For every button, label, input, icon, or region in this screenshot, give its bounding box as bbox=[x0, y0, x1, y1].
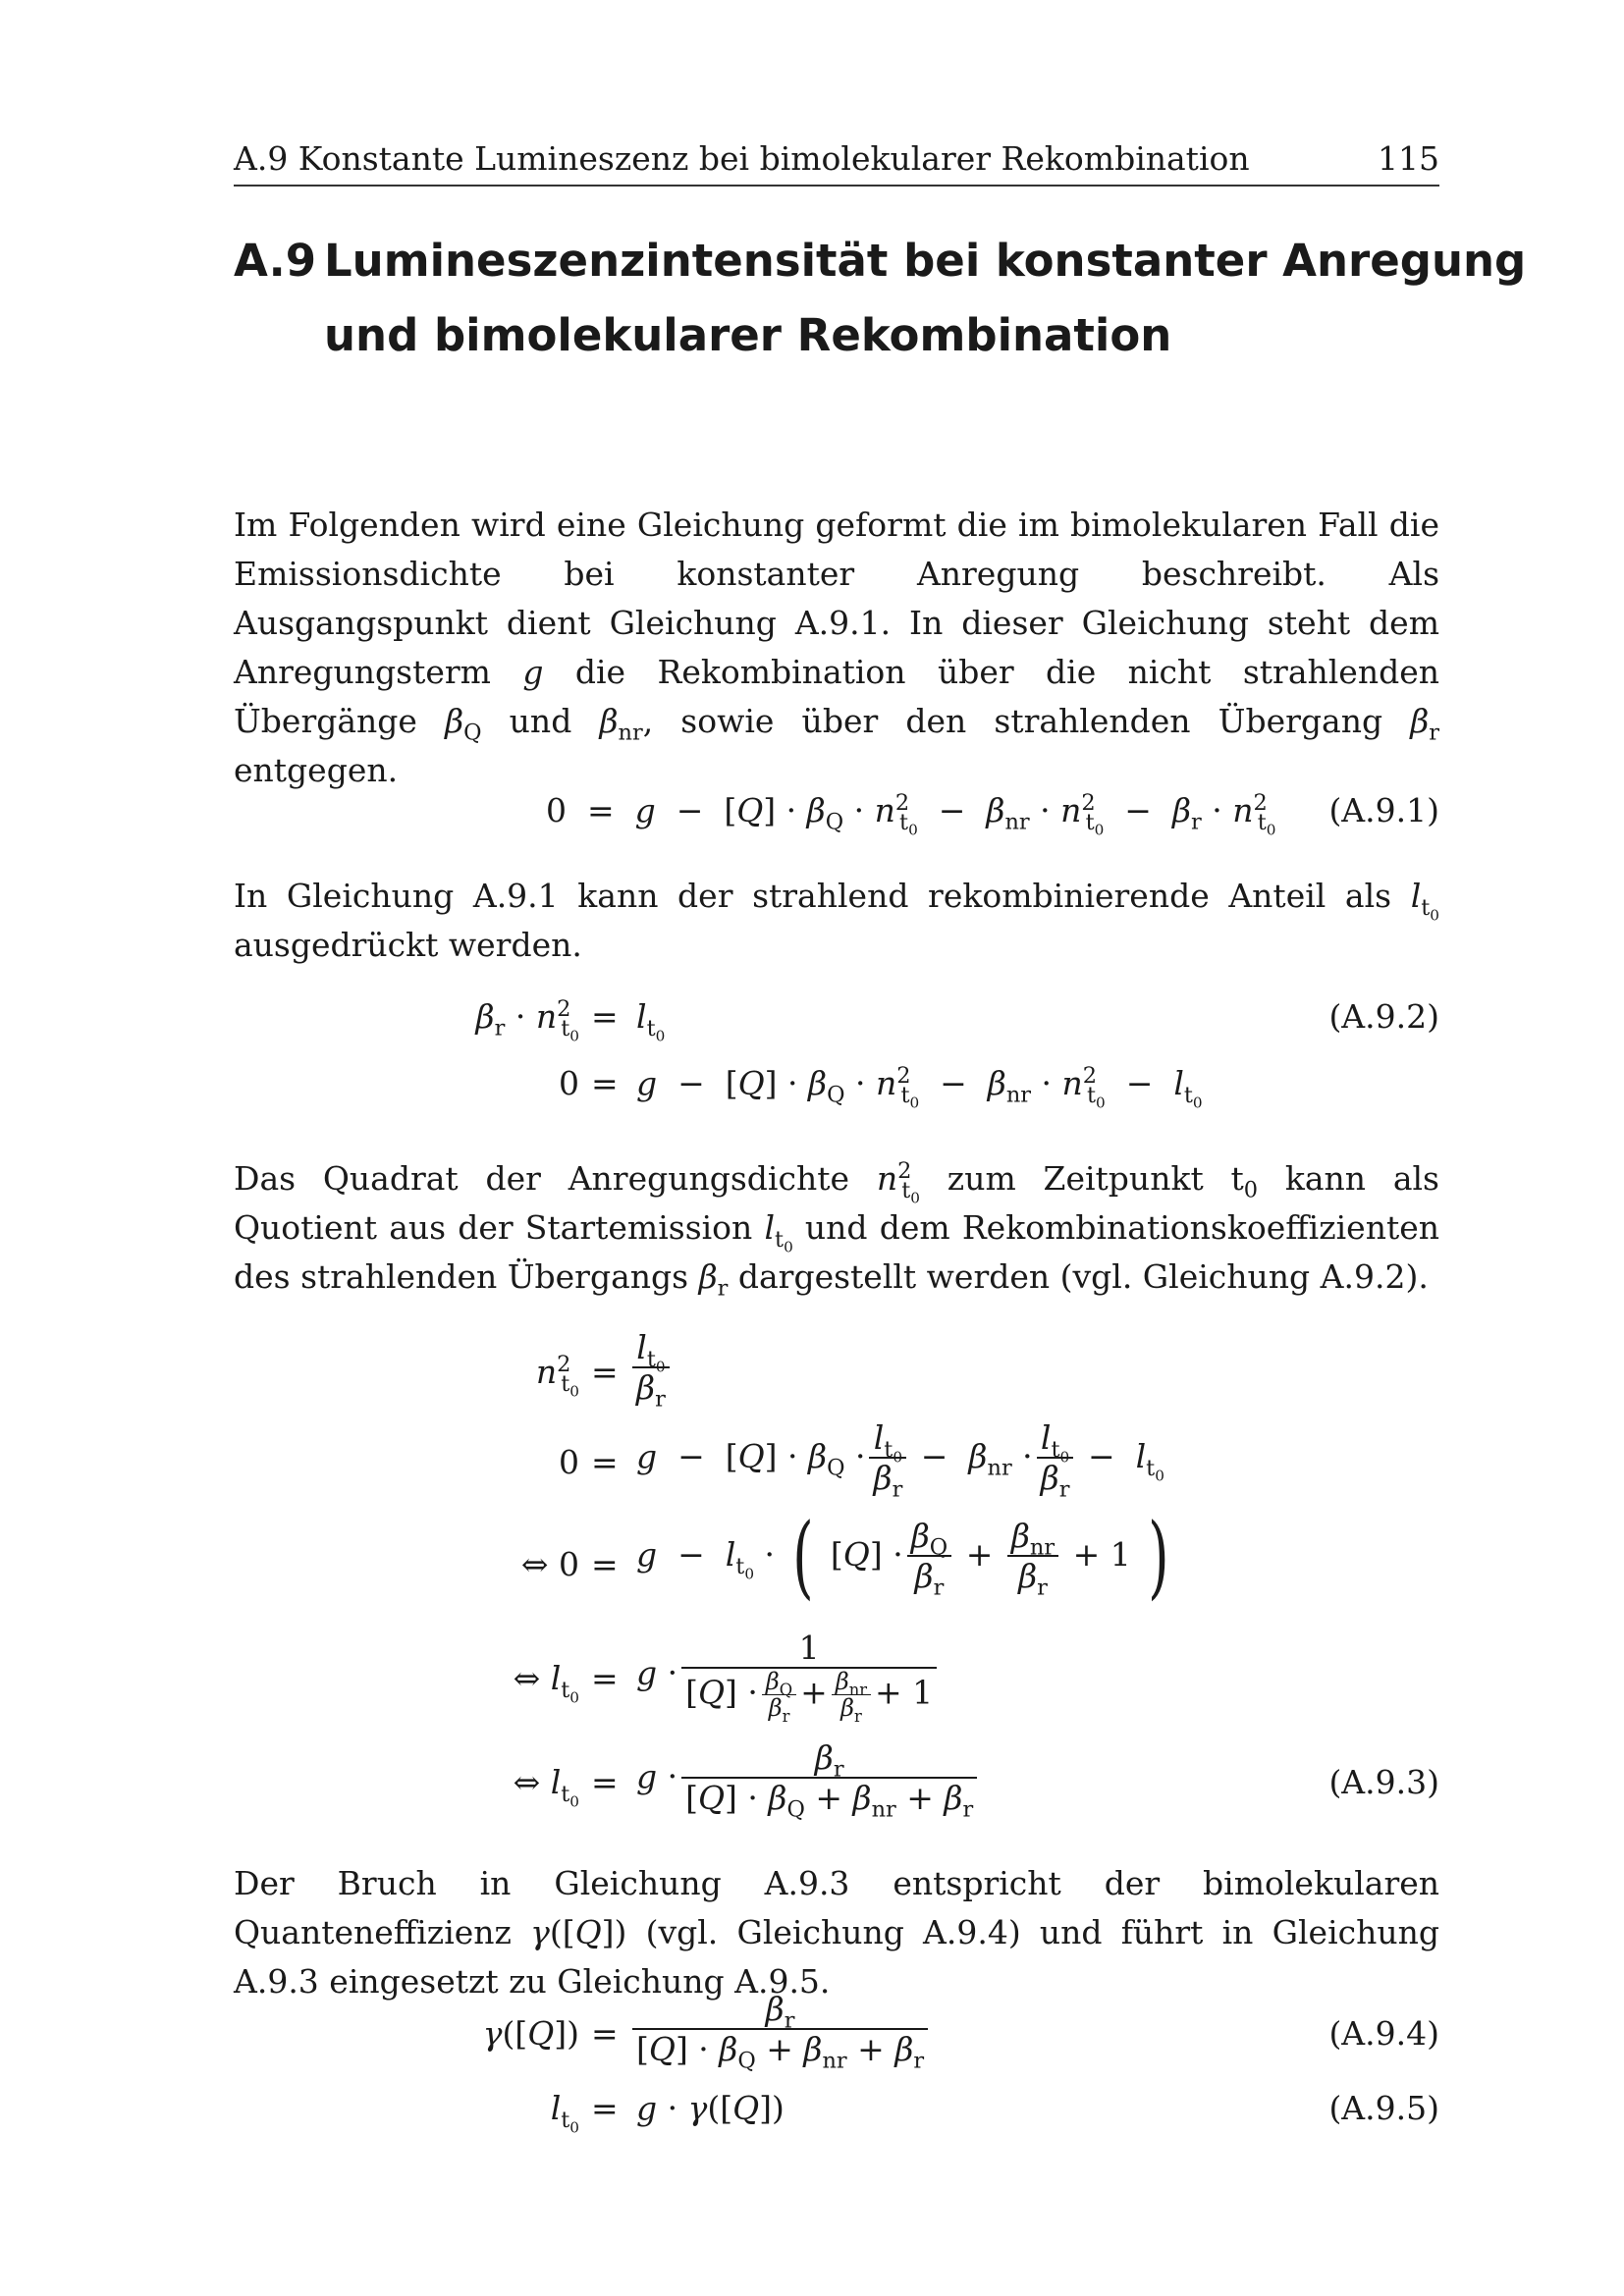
equation-a92-rhs1: $l_{t_0}$ bbox=[636, 997, 666, 1045]
equation-a93-rel2: = bbox=[591, 1443, 619, 1481]
equation-number-a93: (A.9.3) bbox=[1328, 1763, 1439, 1801]
running-title: A.9 Konstante Lumineszenz bei bimolekularer Rekombination bbox=[234, 139, 1250, 178]
page-number: 115 bbox=[1378, 139, 1439, 178]
equation-a94-rel: = bbox=[591, 2014, 619, 2053]
paragraph-intro: Im Folgenden wird eine Gleichung geformt die im bimolekularen Fall die Emissionsdichte bei konstanter Anregung beschreibt. Als Ausgangspunkt dient Gleichung A.9.1. In dieser Gleichung steht dem Anregungsterm g die Rekombination über die nicht strahlenden Übergänge $\beta_Q$ und $\beta_{nr}$, sowie über den strahlenden Übergang $\beta_r$ entgegen. bbox=[234, 506, 1439, 789]
equation-a93-rhs1: $\frac{l_{t_0}}{\beta_r}$ bbox=[628, 1329, 674, 1408]
running-header bbox=[234, 133, 1439, 187]
equation-number-a95: (A.9.5) bbox=[1328, 2089, 1439, 2127]
paragraph-4: Der Bruch in Gleichung A.9.3 entspricht der bimolekularen Quanteneffizienz γ([Q]) (vgl. Gleichung A.9.4) und führt in Gleichung A.9.3 eingesetzt zu Gleichung A.9.5. bbox=[234, 1864, 1439, 2001]
equation-a93-rhs4: g · 1 [Q] · $\frac{\beta_Q}{\beta_r}$ + $\frac{\beta_{nr}}{\beta_r}$ + 1 bbox=[636, 1629, 941, 1721]
equation-a92-rel1: = bbox=[591, 997, 619, 1036]
equation-a93-rhs3: $g - l_{t_0}$ · ( [Q] · $\frac{\beta_Q}{\beta_r}$ + $\frac{\beta_{nr}}{\beta_r}$ + 1 ) bbox=[636, 1504, 1169, 1609]
equation-a93-rel1: = bbox=[591, 1353, 619, 1391]
equation-a93-rel5: = bbox=[591, 1763, 619, 1801]
paragraph-2: In Gleichung A.9.1 kann der strahlend rekombinierende Anteil als $l_{t_0}$ ausgedrückt werden. bbox=[234, 877, 1439, 964]
equation-a93-lhs1: $n^2_{t_0}$ bbox=[535, 1352, 579, 1401]
section-number: A.9 bbox=[234, 235, 317, 287]
equation-a93-rhs5: g · $\frac{\beta_r}{[Q] \cdot \beta_Q + \beta_{nr} + \beta_r}$ bbox=[636, 1739, 981, 1818]
equation-a94-lhs: γ([Q]) bbox=[482, 2014, 579, 2053]
equation-a93-lhs4: ⇔ $l_{t_0}$ bbox=[513, 1659, 579, 1707]
equation-a92-rel2: = bbox=[591, 1064, 619, 1102]
equation-a93-lhs3: ⇔ 0 bbox=[520, 1545, 579, 1583]
equation-a92-lhs1: $\beta_r \cdot n^2_{t_0}$ bbox=[475, 996, 579, 1045]
equation-a94-rhs: $\frac{\beta_r}{[Q] \cdot \beta_Q + \beta_{nr} + \beta_r}$ bbox=[628, 1991, 932, 2069]
section-title-line1: Lumineszenzintensität bei konstanter Anregung bbox=[324, 235, 1527, 287]
equation-number-a94: (A.9.4) bbox=[1328, 2014, 1439, 2053]
equation-a93-rel3: = bbox=[591, 1545, 619, 1583]
equation-a93-lhs2: 0 bbox=[559, 1443, 579, 1481]
equation-a91: $0 = g - [Q] \cdot \beta_Q \cdot n^2_{t_0} - \beta_{nr} \cdot n^2_{t_0} - \beta_r \cdot n^2_{t_0}$ bbox=[546, 790, 1276, 839]
paragraph-3: Das Quadrat der Anregungsdichte $n^2_{t_0}$ zum Zeitpunkt $t_0$ kann als Quotient aus der Startemission $l_{t_0}$ und dem Rekombinationskoeffizienten des strahlenden Übergangs $\beta_r$ dargestellt werden (vgl. Gleichung A.9.2). bbox=[234, 1158, 1439, 1302]
section-title-line2: und bimolekularer Rekombination bbox=[324, 309, 1172, 361]
equation-a93-lhs5: ⇔ $l_{t_0}$ bbox=[513, 1763, 579, 1811]
equation-a95-rhs: g · γ([Q]) bbox=[636, 2089, 785, 2127]
equation-a93-rel4: = bbox=[591, 1659, 619, 1697]
equation-a93-rhs2: $g - [Q] \cdot \beta_Q$ · $\frac{l_{t_0}}{\beta_r}$ − $\beta_{nr}$ · $\frac{l_{t_0}}{\beta_r}$ − $l_{t_0}$ bbox=[636, 1418, 1164, 1503]
equation-number-a91: (A.9.1) bbox=[1328, 791, 1439, 829]
equation-a95-rel: = bbox=[591, 2089, 619, 2127]
equation-a92-rhs2: $g - [Q] \cdot \beta_Q \cdot n^2_{t_0} - \beta_{nr} \cdot n^2_{t_0} - l_{t_0}$ bbox=[636, 1063, 1203, 1112]
equation-number-a92: (A.9.2) bbox=[1328, 997, 1439, 1036]
equation-a92-lhs2: 0 bbox=[559, 1064, 579, 1102]
equation-a95-lhs: $l_{t_0}$ bbox=[550, 2089, 579, 2137]
